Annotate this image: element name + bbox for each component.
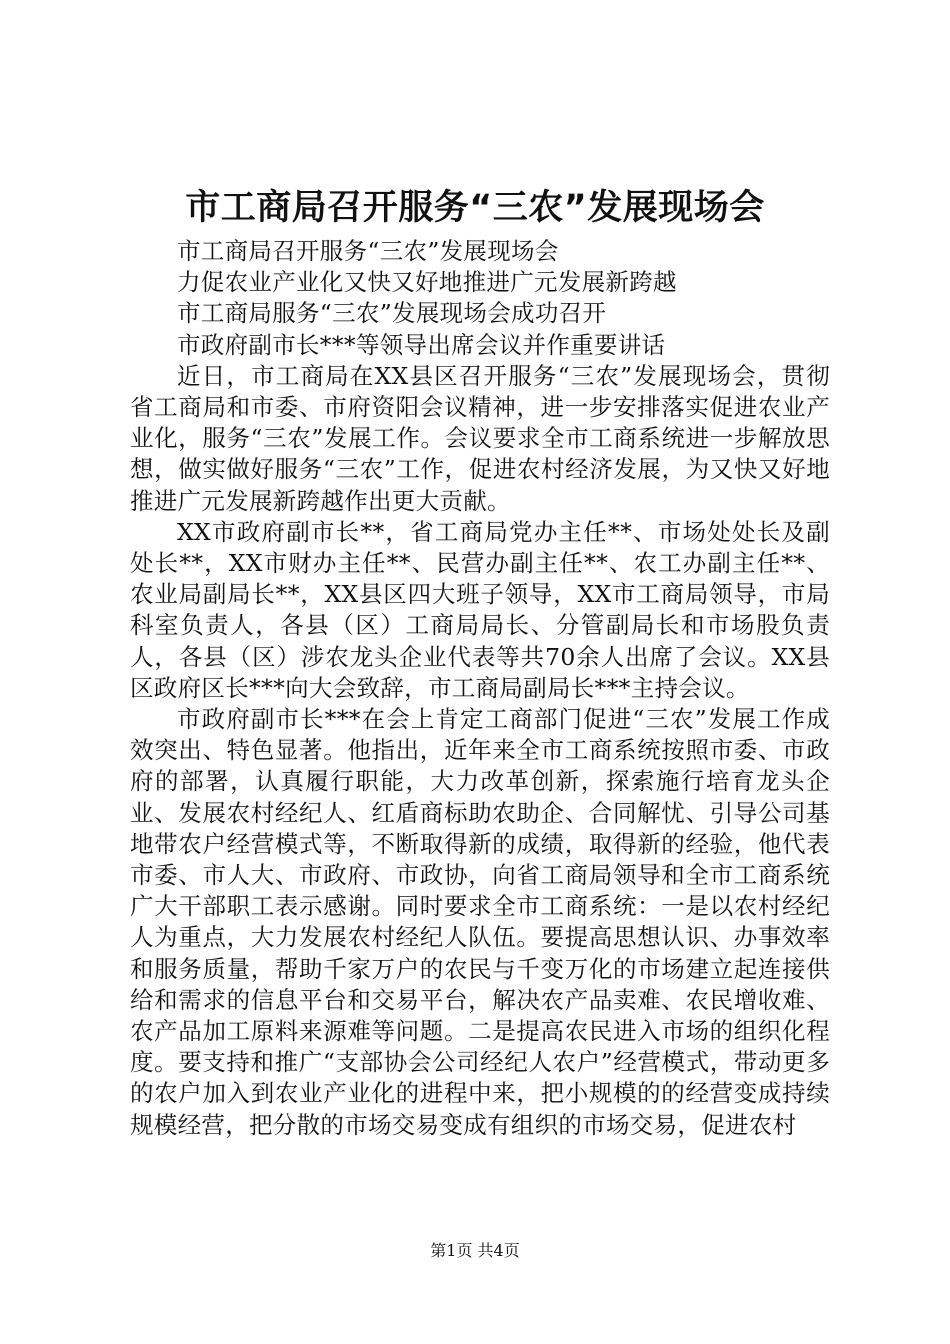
subheading-4: 市政府副市长***等领导出席会议并作重要讲话 <box>177 330 666 359</box>
paragraph-intro: 近日，市工商局在XX县区召开服务“三农”发展现场会，贯彻省工商局和市委、市府资阳会议精神，进一步安排落实促进农业产业化，服务“三农”发展工作。会议要求全市工商系统进一步解放思想，做实做好服务“三农”工作，促进农村经济发展，为又快又好地推进广元发展新跨越作出更大贡献。 <box>130 361 830 515</box>
paragraph-attendees: XX市政府副市长**，省工商局党办主任**、市场处处长及副处长**，XX市财办主任**、民营办副主任**、农工办副主任**、农业局副局长**，XX县区四大班子领导，XX市工商局领导，市局科室负责人，各县（区）工商局局长、分管副局长和市场股负责人，各县（区）涉农龙头企业代表等共70余人出席了会议。XX县区政府区长***向大会致辞，市工商局副局长***主持会议。 <box>130 517 830 702</box>
subheading-2: 力促农业产业化又快又好地推进广元发展新跨越 <box>177 268 677 297</box>
page-footer: 第1页 共4页 <box>430 1241 520 1260</box>
subheading-1: 市工商局召开服务“三农”发展现场会 <box>177 237 559 265</box>
paragraph-speech: 市政府副市长***在会上肯定工商部门促进“三农”发展工作成效突出、特色显著。他指出，近年来全市工商系统按照市委、市政府的部署，认真履行职能，大力改革创新，探索施行培育龙头企业、发展农村经纪人、红盾商标助农助企、合同解忧、引导公司基地带农户经营模式等，不断取得新的成绩，取得新的经验，他代表市委、市人大、市政府、市政协，向省工商局领导和全市工商系统广大干部职工表示感谢。同时要求全市工商系统：一是以农村经纪人为重点，大力发展农村经纪人队伍。要提高思想认识、办事效率和服务质量，帮助千家万户的农民与千变万化的市场建立起连接供给和需求的信息平台和交易平台，解决农产品卖难、农民增收难、农产品加工原料来源难等问题。二是提高农民进入市场的组织化程度。要支持和推广“支部协会公司经纪人农户”经营模式，带动更多的农户加入到农业产业化的进程中来，把小规模的的经营变成持续规模经营，把分散的市场交易变成有组织的市场交易，促进农村 <box>130 705 830 1139</box>
document-title: 市工商局召开服务“三农”发展现场会 <box>185 188 765 228</box>
subheading-3: 市工商局服务“三农”发展现场会成功召开 <box>177 299 607 328</box>
document-body <box>130 236 830 1141</box>
